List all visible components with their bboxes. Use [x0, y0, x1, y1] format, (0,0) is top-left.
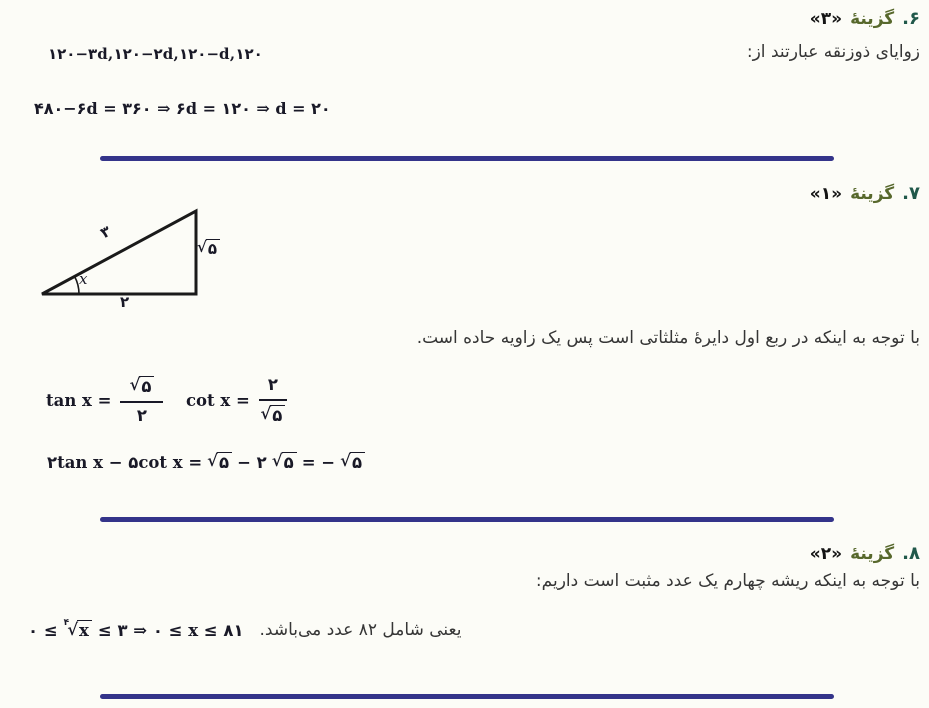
problem-8-inequality: ۰ ≤ ۴ √ x ≤ ۳ ⇒ ۰ ≤ x ≤ ۸۱ — [28, 617, 244, 640]
radical-sign: √ — [207, 451, 219, 470]
problem-8-option-word: گزینهٔ — [850, 544, 895, 564]
separator-line — [100, 517, 834, 522]
radical-sign: √ — [340, 451, 351, 470]
problem-6-header — [810, 8, 920, 29]
problem-6-equation: ۴۸۰−۶d = ۳۶۰ ⇒ ۶d = ۱۲۰ ⇒ d = ۲۰ — [34, 99, 331, 118]
problem-7-header — [810, 183, 920, 204]
problem-6-intro-text: زوایای ذوزنقه عبارتند از: — [746, 42, 920, 62]
problem-7-option-value: «۱» — [809, 184, 843, 204]
tan-equation — [46, 376, 163, 426]
radical-sign: √ — [67, 620, 79, 639]
radical-sign: √ — [197, 238, 207, 256]
problem-6-angles-expression: ۱۲۰−۳d,۱۲۰−۲d,۱۲۰−d,۱۲۰ — [48, 45, 263, 63]
problem-8-option-value: «۲» — [809, 544, 843, 564]
separator-line — [100, 156, 834, 161]
problem-7-number: ۷. — [902, 183, 920, 204]
problem-8-intro-text: با توجه به اینکه ریشه چهارم یک عدد مثبت است داریم: — [535, 571, 920, 591]
problem-8-number: ۸. — [902, 543, 920, 564]
tan-label: tan x = — [46, 391, 112, 411]
sqrt-expression: √ ۵ — [197, 239, 220, 258]
problem-6-number: ۶. — [902, 8, 920, 29]
problem-7-result-equation: ۲tan x − ۵cot x = √ ۵ − ۲ √ ۵ = − √ ۵ — [47, 452, 365, 473]
sqrt-expression: √ ۵ — [207, 452, 232, 473]
radical-sign: √ — [129, 375, 141, 394]
radical-sign: √ — [260, 403, 272, 423]
problem-7-note-text: با توجه به اینکه در ربع اول دایرهٔ مثلثاتی است پس یک زاویه حاده است. — [416, 328, 920, 348]
problem-8-header — [810, 543, 920, 564]
triangle-hypotenuse-label: ۳ — [97, 221, 114, 243]
problem-6-option-word: گزینهٔ — [850, 9, 895, 29]
problem-7-option-word: گزینهٔ — [850, 184, 895, 204]
radical-sign: √ — [271, 451, 283, 470]
problem-8-conclusion-text: یعنی شامل ۸۲ عدد می‌باشد. — [259, 620, 462, 641]
problem-8-solution-line — [28, 617, 462, 641]
problem-6-option-value: «۳» — [809, 9, 843, 29]
tan-fraction: √ ۵ ۲ — [120, 376, 163, 426]
triangle-base-label: ۲ — [120, 293, 130, 311]
cot-fraction: ۲ √ ۵ — [259, 376, 287, 426]
triangle-height-label — [197, 238, 220, 258]
triangle-angle-label: x — [79, 270, 88, 288]
separator-line — [100, 694, 834, 699]
sqrt-expression: √ ۵ — [340, 452, 365, 473]
fourth-root-expression: ۴ √ x — [64, 620, 92, 641]
sqrt-expression: √ ۵ — [272, 452, 297, 473]
cot-equation — [186, 376, 287, 426]
cot-label: cot x = — [186, 391, 250, 411]
